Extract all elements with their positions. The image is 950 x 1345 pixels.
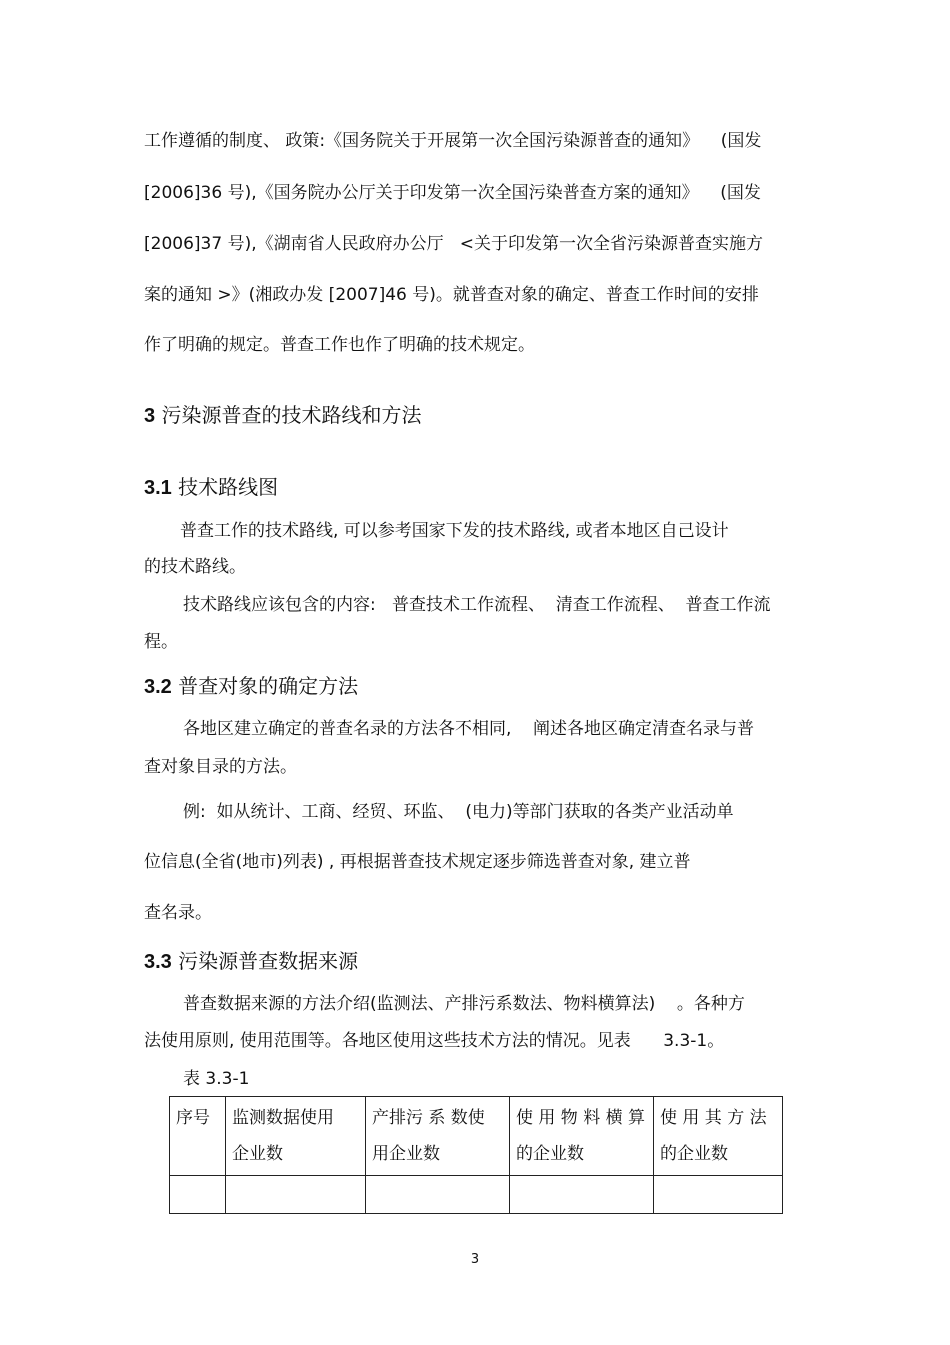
body-text-line: [2006]37 号),《湖南省人民政府办公厅 <关于印发第一次全省污染源普查实施方 [144,234,764,254]
body-text-line: [2006]36 号),《国务院办公厅关于印发第一次全国污染普查方案的通知》 (国发 [144,183,761,203]
body-text-line: 作了明确的规定。普查工作也作了明确的技术规定。 [144,335,535,355]
header-line: 使 用 物 料 横 算 [516,1108,646,1128]
header-line: 产排污 系 数使 [372,1108,485,1128]
table-row [170,1176,783,1214]
table-header-cell [510,1097,654,1176]
table-caption: 表 3.3-1 [183,1069,250,1089]
body-text-line: 案的通知 >》(湘政办发 [2007]46 号)。就普查对象的确定、普查工作时间的安排 [144,285,759,305]
body-text-line: 普查数据来源的方法介绍(监测法、产排污系数法、物料横算法) 。各种方 [183,994,745,1014]
header-line: 的企业数 [516,1144,584,1164]
header-line: 监测数据使用 [232,1108,334,1128]
header-line: 使 用 其 方 法 [660,1108,767,1128]
body-text-line: 技术路线应该包含的内容: 普查技术工作流程、 清查工作流程、 普查工作流 [183,595,771,615]
header-line: 序号 [176,1108,210,1128]
table-cell [510,1176,654,1214]
table-cell [170,1176,226,1214]
section-heading-3-2: 3.2 普查对象的确定方法 [144,674,359,698]
table-header-cell [654,1097,783,1176]
table-header-cell [226,1097,366,1176]
section-heading-3-1: 3.1 技术路线图 [144,475,279,499]
body-text-line: 各地区建立确定的普查名录的方法各不相同, 阐述各地区确定清查名录与普 [183,719,755,739]
table-cell [226,1176,366,1214]
body-text-line: 查对象目录的方法。 [144,757,297,777]
body-text-line: 的技术路线。 [144,557,246,577]
section-heading-3-3: 3.3 污染源普查数据来源 [144,949,359,973]
body-text-line: 例: 如从统计、工商、经贸、环监、 (电力)等部门获取的各类产业活动单 [183,802,734,822]
header-line: 的企业数 [660,1144,728,1164]
data-table [169,1096,783,1214]
page-number: 3 [470,1252,480,1267]
body-text-line: 程。 [144,632,178,652]
body-text-line: 普查工作的技术路线, 可以参考国家下发的技术路线, 或者本地区自己设计 [180,521,729,541]
table-cell [366,1176,510,1214]
header-line: 用企业数 [372,1144,440,1164]
body-text-line: 查名录。 [144,903,212,923]
header-line: 企业数 [232,1144,283,1164]
table-header-row [170,1097,783,1176]
table-header-cell [170,1097,226,1176]
table-cell [654,1176,783,1214]
section-heading-3: 3 污染源普查的技术路线和方法 [144,403,422,427]
body-text-line: 工作遵循的制度、 政策:《国务院关于开展第一次全国污染源普查的通知》 (国发 [144,131,762,151]
body-text-line: 位信息(全省(地市)列表) , 再根据普查技术规定逐步筛选普查对象, 建立普 [144,852,691,872]
table-header-cell [366,1097,510,1176]
body-text-line: 法使用原则, 使用范围等。各地区使用这些技术方法的情况。见表 3.3-1。 [144,1031,725,1051]
